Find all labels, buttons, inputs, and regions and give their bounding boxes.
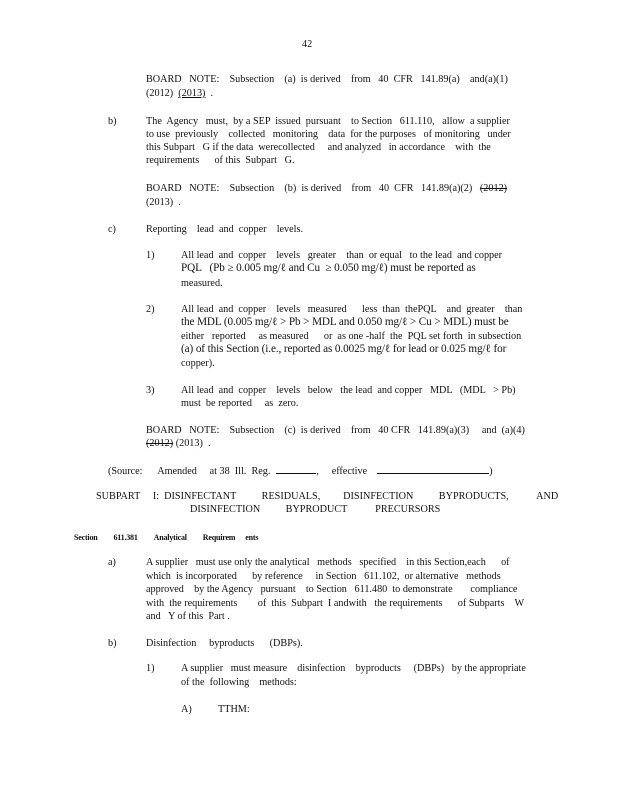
sec-b1-label: 1) [146,663,155,674]
board-note-b-text: BOARD NOTE: Subsection (b) is derived from 40 CFR 141.89(a)(2) [146,183,480,194]
subpart-heading-line1: SUBPART I: DISINFECTANT RESIDUALS, DISINFECTION BYPRODUCTS, AND [96,491,559,502]
effective-date-blank [377,463,489,474]
reg-page-blank [276,463,316,474]
source-amended: (Source: Amended at 38 Ill. Reg. [108,466,271,477]
sub1-line3: measured. [181,278,223,289]
board-note-c-line1: BOARD NOTE: Subsection (c) is derived from 40 CFR 141.89(a)(3) and (a)(4) [146,425,525,436]
sub2-line3: either reported as measured or as one -half the PQL set forth in subsection [181,331,522,342]
board-note-a-year-new: (2013) [178,88,206,99]
board-note-a-tail: . [205,88,214,99]
sub3-label: 3) [146,385,155,396]
sec-bA-text: TTHM: [218,704,250,715]
board-note-b-year-old: (2012) [479,183,508,194]
board-note-a-line1: BOARD NOTE: Subsection (a) is derived from 40 CFR 141.89(a) and(a)(1) [146,74,508,85]
board-note-a-line2 [146,87,213,100]
sub1-label: 1) [146,250,155,261]
section-heading [74,531,258,544]
source-close: ) [489,466,493,477]
item-b-line3: this Subpart G if the data werecollected and analyzed in accordance with the [146,142,491,153]
sec-a-line3: approved by the Agency pursuant to Section 611.480 to demonstrate compliance [146,584,518,595]
board-note-b-line2: (2013) . [146,197,181,208]
section-number: 611.381 [113,533,138,542]
item-c-label: c) [108,224,116,235]
item-b-line2: to use previously collected monitoring data for the purposes of monitoring under [146,129,511,140]
section-title-3: ents [245,533,259,542]
board-note-c-line2 [146,437,211,450]
board-note-b-line1 [146,182,507,195]
sec-a-line4: with the requirements of this Subpart I andwith the requirements of Subparts W [146,598,525,609]
subpart-heading-line2: DISINFECTION BYPRODUCT PRECURSORS [190,504,441,515]
board-note-a-year-old: (2012) [146,88,179,99]
sub2-line5: copper). [181,358,215,369]
item-b-line4: requirements of this Subpart G. [146,155,295,166]
sec-b-label: b) [108,638,117,649]
sub2-line1: All lead and copper levels measured less than thePQL and greater than [181,304,523,315]
section-title-2: Requirem [202,533,236,542]
sec-a-line5: and Y of this Part . [146,611,230,622]
section-word: Section [74,533,98,542]
sec-a-line2: which is incorporated by reference in Section 611.102, or alternative methods [146,571,501,582]
sec-a-label: a) [108,557,116,568]
board-note-c-year-new: (2013) . [173,438,211,449]
sec-bA-label: A) [181,704,192,715]
sub2-label: 2) [146,304,155,315]
sub3-line1: All lead and copper levels below the lead and copper MDL (MDL > Pb) [181,385,516,396]
board-note-c-year-old: (2012) [146,438,174,449]
sec-b1-line2: of the following methods: [181,677,297,688]
item-b-line1: The Agency must, by a SEP issued pursuant to Section 611.110, allow a supplier [146,116,510,127]
sec-b-heading: Disinfection byproducts (DBPs). [146,638,303,649]
sec-b1-line1: A supplier must measure disinfection byproducts (DBPs) by the appropriate [181,663,526,674]
item-b-label: b) [108,116,117,127]
page-number: 42 [302,39,313,50]
section-title-1: Analytical [153,533,187,542]
sub2-line4: (a) of this Section (i.e., reported as 0.0025 mg/ℓ for lead or 0.025 mg/ℓ for [181,343,507,355]
source-line [108,463,493,478]
item-c-heading: Reporting lead and copper levels. [146,224,304,235]
sub3-line2: must be reported as zero. [181,398,299,409]
sub1-line2: PQL (Pb ≥ 0.005 mg/ℓ and Cu ≥ 0.050 mg/ℓ) must be reported as [181,262,476,274]
sub1-line1: All lead and copper levels greater than or equal to the lead and copper [181,250,503,261]
source-effective: , effective [316,466,368,477]
sec-a-line1: A supplier must use only the analytical methods specified in this Section,each of [146,557,510,568]
sub2-line2: the MDL (0.005 mg/ℓ > Pb > MDL and 0.050 mg/ℓ > Cu > MDL) must be [181,316,509,328]
